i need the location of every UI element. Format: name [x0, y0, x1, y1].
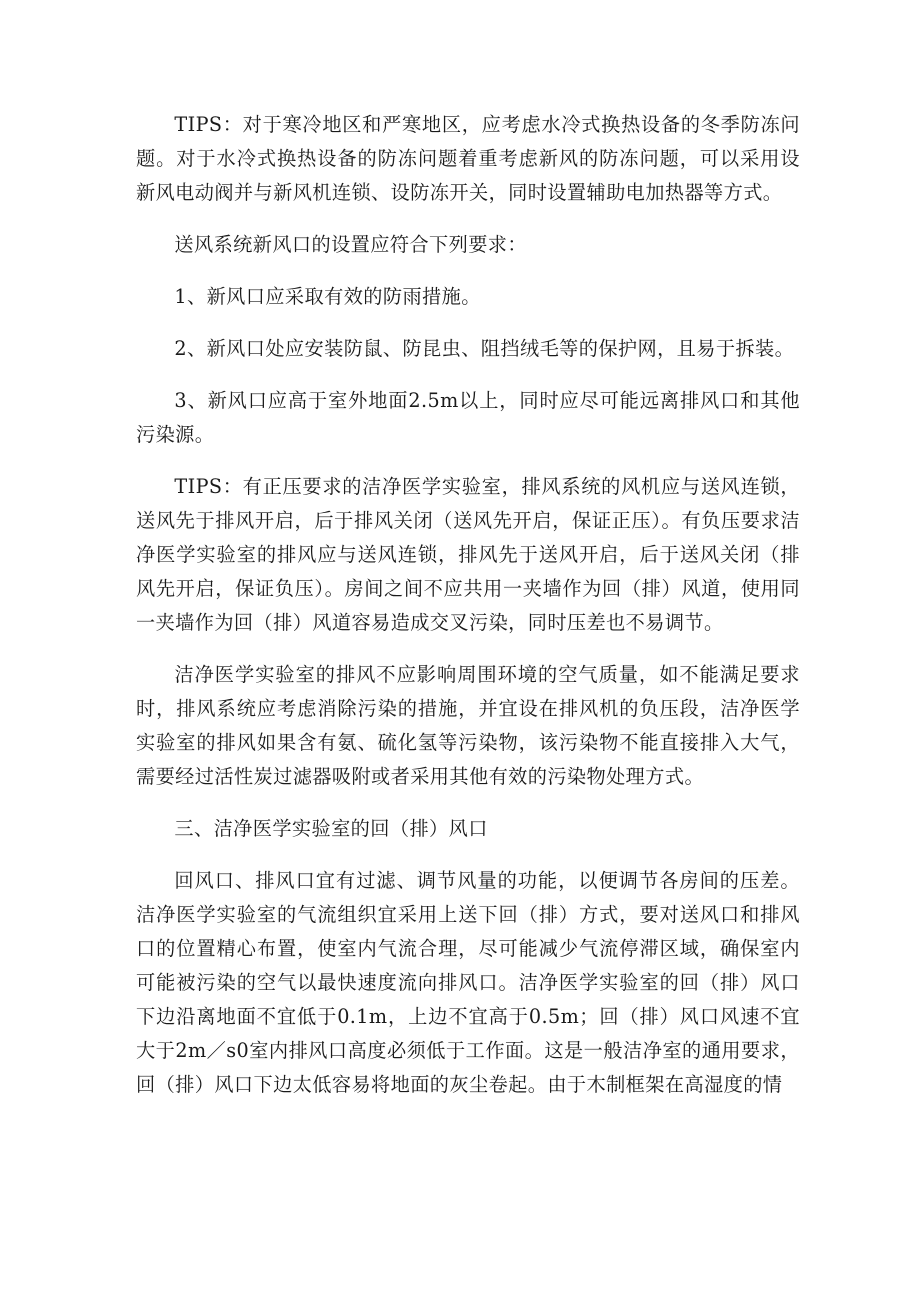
paragraph-tips-pressure: TIPS：有正压要求的洁净医学实验室，排风系统的风机应与送风连锁，送风先于排风开启，后于排风关闭（送风先开启，保证正压）。有负压要求洁净医学实验室的排风应与送风连锁，排风先于送风开启，后于送风关闭（排风先开启，保证负压）。房间之间不应共用一夹墙作为回（排）风道，使用同一夹墙作为回（排）风道容易造成交叉污染，同时压差也不易调节。 — [136, 475, 800, 634]
list-item-protective-net: 2、新风口处应安装防鼠、防昆虫、阻挡绒毛等的保护网，且易于拆装。 — [174, 337, 795, 360]
list-item-rain-protection: 1、新风口应采取有效的防雨措施。 — [174, 285, 481, 308]
section-heading-return-exhaust: 三、洁净医学实验室的回（排）风口 — [174, 817, 488, 840]
document-body — [136, 108, 800, 1102]
list-item-intake-height: 3、新风口应高于室外地面2.5m以上，同时应尽可能远离排风口和其他污染源。 — [136, 389, 800, 446]
paragraph-fresh-air-intro: 送风系统新风口的设置应符合下列要求： — [174, 233, 527, 256]
paragraph-return-exhaust-details: 回风口、排风口宜有过滤、调节风量的功能，以便调节各房间的压差。洁净医学实验室的气流组织宜采用上送下回（排）方式，要对送风口和排风口的位置精心布置，使室内气流合理，尽可能减少气流停滞区域，确保室内可能被污染的空气以最快速度流向排风口。洁净医学实验室的回（排）风口下边沿离地面不宜低于0.1m，上边不宜高于0.5m；回（排）风口风速不宜大于2m／s0室内排风口高度必须低于工作面。这是一般洁净室的通用要求，回（排）风口下边太低容易将地面的灰尘卷起。由于木制框架在高湿度的情 — [136, 869, 800, 1096]
paragraph-tips-antifreeze: TIPS：对于寒冷地区和严寒地区，应考虑水冷式换热设备的冬季防冻问题。对于水冷式换热设备的防冻问题着重考虑新风的防冻问题，可以采用设新风电动阀并与新风机连锁、设防冻开关，同时设置辅助电加热器等方式。 — [136, 113, 800, 204]
paragraph-exhaust-quality: 洁净医学实验室的排风不应影响周围环境的空气质量，如不能满足要求时，排风系统应考虑消除污染的措施，并宜设在排风机的负压段，洁净医学实验室的排风如果含有氨、硫化氢等污染物，该污染物不能直接排入大气，需要经过活性炭过滤器吸附或者采用其他有效的污染物处理方式。 — [136, 663, 800, 788]
